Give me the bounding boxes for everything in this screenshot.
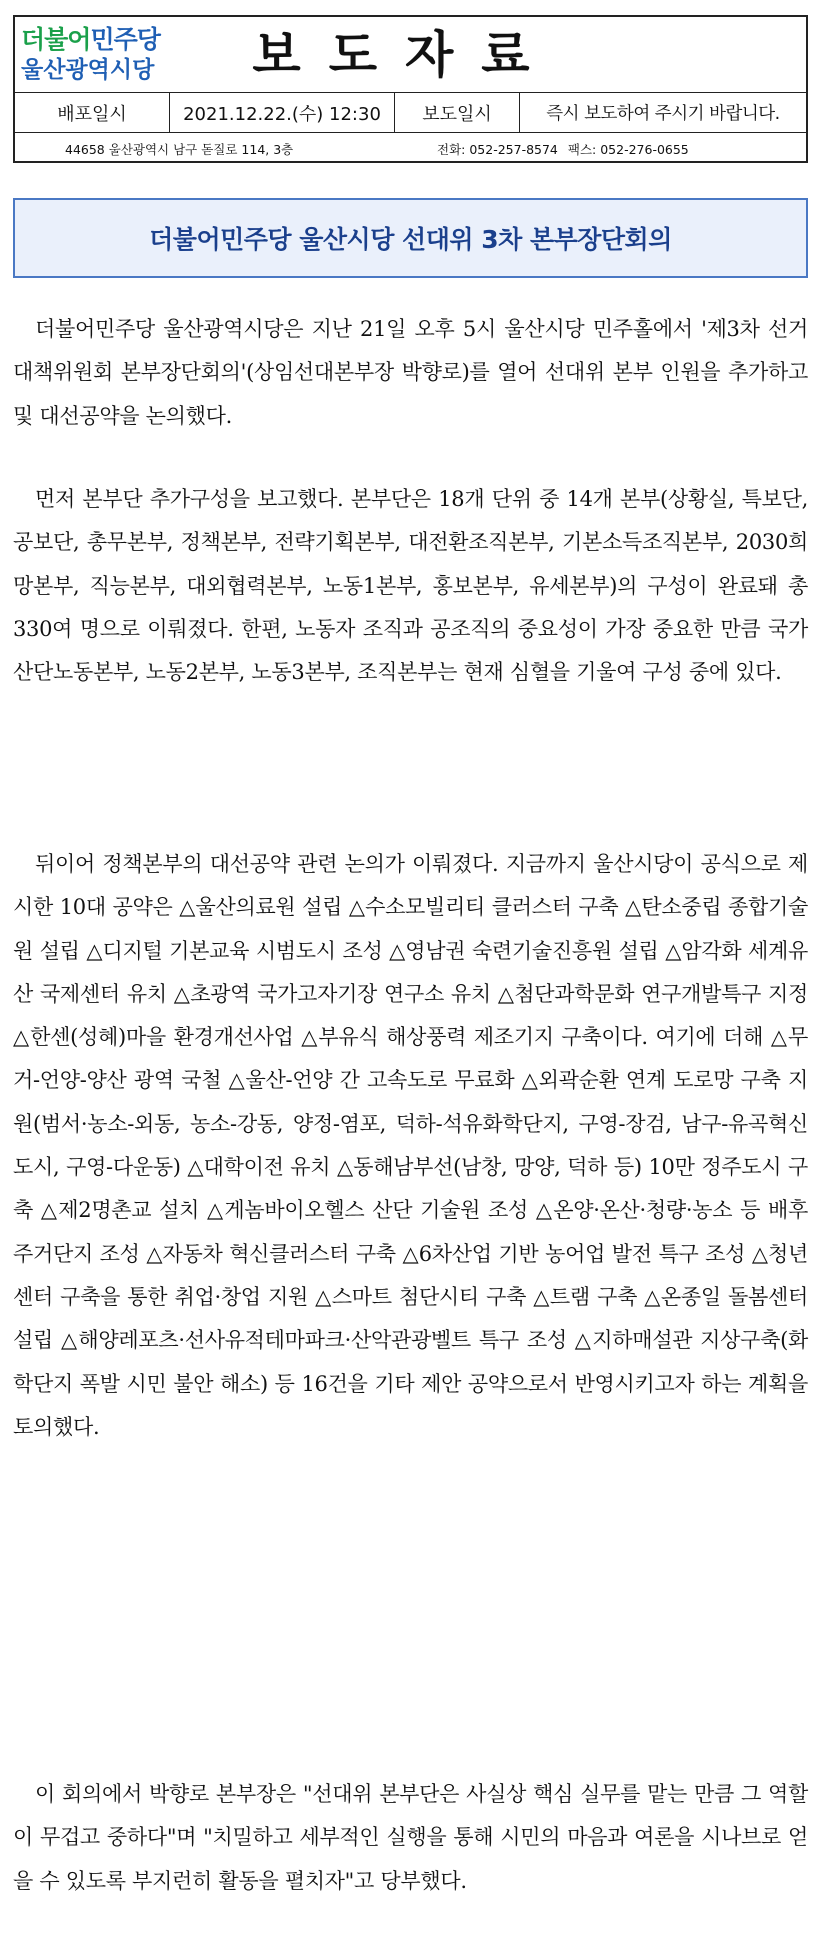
logo-party-name [21, 25, 191, 55]
press-release-header [13, 15, 808, 163]
logo-party-name-part1: 더불어 [21, 25, 91, 54]
logo-party-name-part2: 민주당 [90, 25, 160, 54]
body-paragraph-2: 먼저 본부단 추가구성을 보고했다. 본부단은 18개 단위 중 14개 본부(상황실, 특보단, 공보단, 총무본부, 정책본부, 전략기획본부, 대전환조직본부, 기본소득조직본부, 2030희망본부, 직능본부, 대외협력본부, 노동1본부, 홍보본부, 유세본부)의 구성이 완료돼 총 330여 명으로 이뤄졌다. 한편, 노동자 조직과 공조직의 중요성이 가장 중요한 만큼 국가산단노동본부, 노동2본부, 노동3본부, 조직본부는 현재 심혈을 기울여 구성 중에 있다. [13, 487, 808, 685]
distribution-date-value: 2021.12.22.(수) 12:30 [170, 93, 395, 132]
office-address: 44658 울산광역시 남구 돋질로 114, 3층 [65, 142, 294, 157]
date-info-row [15, 93, 806, 133]
report-date-value: 즉시 보도하여 주시기 바랍니다. [546, 104, 780, 124]
distribution-date-label: 배포일시 [15, 93, 170, 132]
contact-row [15, 133, 806, 163]
fax-number: 팩스: 052-276-0655 [567, 142, 689, 157]
document-title: 보도자료 [252, 26, 558, 84]
header-top-row [15, 17, 806, 93]
body-paragraph-3: 뒤이어 정책본부의 대선공약 관련 논의가 이뤄졌다. 지금까지 울산시당이 공식으로 제시한 10대 공약은 △울산의료원 설립 △수소모빌리티 클러스터 구축 △탄소중립 종합기술원 설립 △디지털 기본교육 시범도시 조성 △영남권 숙련기술진흥원 설립 △암각화 세계유산 국제센터 유치 △초광역 국가고자기장 연구소 유치 △첨단과학문화 연구개발특구 지정 △한센(성혜)마을 환경개선사업 △부유식 해상풍력 제조기지 구축이다. 여기에 더해 △무거-언양-양산 광역 국철 △울산-언양 간 고속도로 무료화 △외곽순환 연계 도로망 구축 지원(범서·농소-외동, 농소-강동, 양정-염포, 덕하-석유화학단지, 구영-장검, 남구-유곡혁신도시, 구영-다운동) △대학이전 유치 △동해남부선(남창, 망양, 덕하 등) 10만 정주도시 구축 △제2명촌교 설치 △게놈바이오헬스 산단 기술원 조성 △온양·온산·청량·농소 등 배후 주거단지 조성 △자동차 혁신클러스터 구축 △6차산업 기반 농어업 발전 특구 조성 △청년센터 구축을 통한 취업·창업 지원 △스마트 첨단시티 구축 △트램 구축 △온종일 돌봄센터 설립 △해양레포츠·선사유적테마파크·산악관광벨트 특구 조성 △지하매설관 지상구축(화학단지 폭발 시민 불안 해소) 등 16건을 기타 제안 공약으로서 반영시키고자 하는 계획을 토의했다. [13, 852, 808, 1439]
headline: 더불어민주당 울산시당 선대위 3차 본부장단회의 [149, 225, 672, 254]
body-paragraph-1: 더불어민주당 울산광역시당은 지난 21일 오후 5시 울산시당 민주홀에서 '제3차 선거대책위원회 본부장단회의'(상임선대본부장 박향로)를 열어 선대위 본부 인원을 추가하고 및 대선공약을 논의했다. [13, 317, 808, 428]
headline-box [13, 198, 808, 278]
report-date-label: 보도일시 [395, 93, 520, 132]
body-paragraph-4: 이 회의에서 박향로 본부장은 "선대위 본부단은 사실상 핵심 실무를 맡는 만큼 그 역할이 무겁고 중하다"며 "치밀하고 세부적인 실행을 통해 시민의 마음과 여론을 시나브로 얻을 수 있도록 부지런히 활동을 펼치자"고 당부했다. [13, 1782, 808, 1893]
logo-branch-name: 울산광역시당 [21, 57, 155, 83]
phone-number: 전화: 052-257-8574 [437, 142, 558, 157]
party-logo [21, 25, 191, 87]
contact-numbers [437, 140, 695, 158]
